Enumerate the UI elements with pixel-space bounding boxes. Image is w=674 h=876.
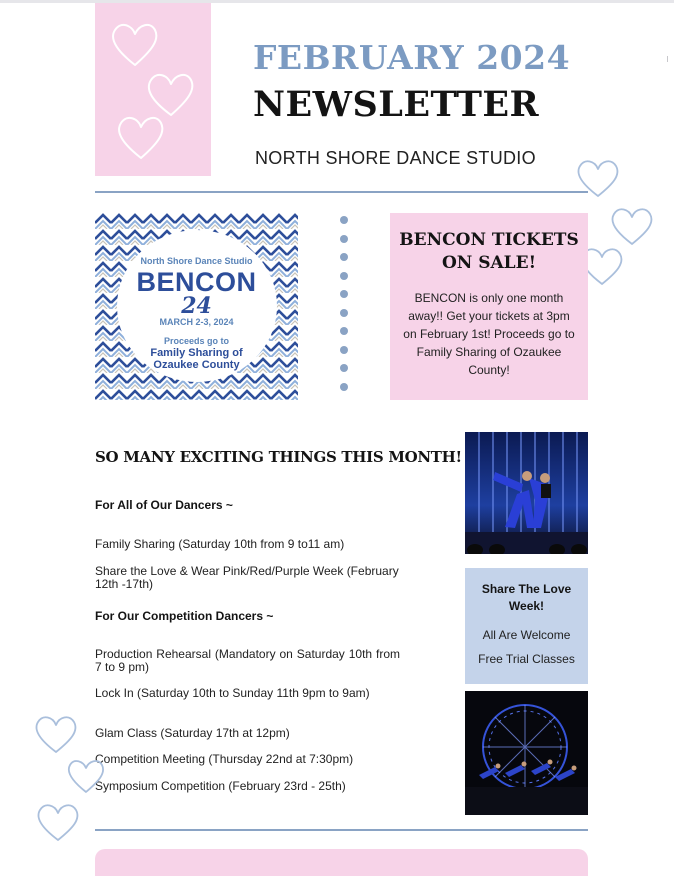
event-item: Production Rehearsal (Mandatory on Saturday 10th from 7 to 9 pm) [95, 647, 400, 674]
event-item: Competition Meeting (Thursday 22nd at 7:30pm) [95, 752, 354, 766]
event-item: Lock In (Saturday 10th to Sunday 11th 9pm to 9am) [95, 686, 370, 700]
event-item: Family Sharing (Saturday 10th from 9 to11 am) [95, 537, 345, 551]
newsletter-month: FEBRUARY 2024 [253, 38, 571, 77]
dot [340, 309, 348, 317]
dot [340, 346, 348, 354]
dance-photo-blue [465, 432, 588, 554]
love-line-1: All Are Welcome [482, 628, 571, 642]
dotted-separator [340, 216, 348, 401]
heart-doodle-icon [95, 3, 211, 176]
dot [340, 364, 348, 372]
studio-name: NORTH SHORE DANCE STUDIO [255, 148, 536, 168]
tickets-title-line1: BENCON TICKETS [399, 230, 579, 250]
divider-bottom [95, 829, 588, 831]
tickets-title [390, 229, 588, 275]
newsletter-title: NEWSLETTER [253, 84, 540, 125]
event-item: Symposium Competition (February 23rd - 25th) [95, 779, 346, 793]
bencon-studio: North Shore Dance Studio [140, 256, 253, 266]
events-heading: SO MANY EXCITING THINGS THIS MONTH! [95, 448, 462, 466]
event-item: Glam Class (Saturday 17th at 12pm) [95, 726, 290, 740]
hearts-decoration-icon [28, 700, 118, 845]
bencon-graphic [95, 213, 298, 400]
bencon-beneficiary-1: Family Sharing of [150, 347, 243, 359]
footer-pink-box [95, 849, 588, 876]
event-item: Share the Love & Wear Pink/Red/Purple Week (February 12th -17th) [95, 564, 399, 591]
bencon-event: BENCON [136, 267, 257, 297]
edge-mark [667, 56, 674, 62]
dot [340, 253, 348, 261]
stage-ring-photo-icon [465, 691, 588, 815]
divider-top [95, 191, 588, 193]
share-the-love-box [465, 568, 588, 684]
tickets-title-line2: ON SALE! [441, 253, 537, 273]
dancers-photo-icon [465, 432, 588, 554]
dot [340, 290, 348, 298]
all-dancers-heading: For All of Our Dancers ~ [95, 498, 233, 512]
bencon-year: 24 [181, 293, 212, 319]
bencon-dates: MARCH 2-3, 2024 [159, 317, 234, 327]
dot [340, 383, 348, 391]
bencon-beneficiary-2: Ozaukee County [153, 359, 240, 371]
love-title: Share The Love Week! [481, 582, 572, 613]
header-pink-block [95, 3, 211, 176]
dot [340, 272, 348, 280]
love-line-2: Free Trial Classes [478, 652, 575, 666]
dot [340, 235, 348, 243]
tickets-body: BENCON is only one month away!! Get your tickets at 3pm on February 1st! Proceeds go to Family Sharing of Ozaukee County! [403, 291, 575, 377]
competition-heading: For Our Competition Dancers ~ [95, 609, 274, 623]
dot [340, 327, 348, 335]
tickets-box [390, 213, 588, 400]
dot [340, 216, 348, 224]
bencon-proceeds-label: Proceeds go to [163, 336, 229, 346]
dance-photo-ring [465, 691, 588, 815]
